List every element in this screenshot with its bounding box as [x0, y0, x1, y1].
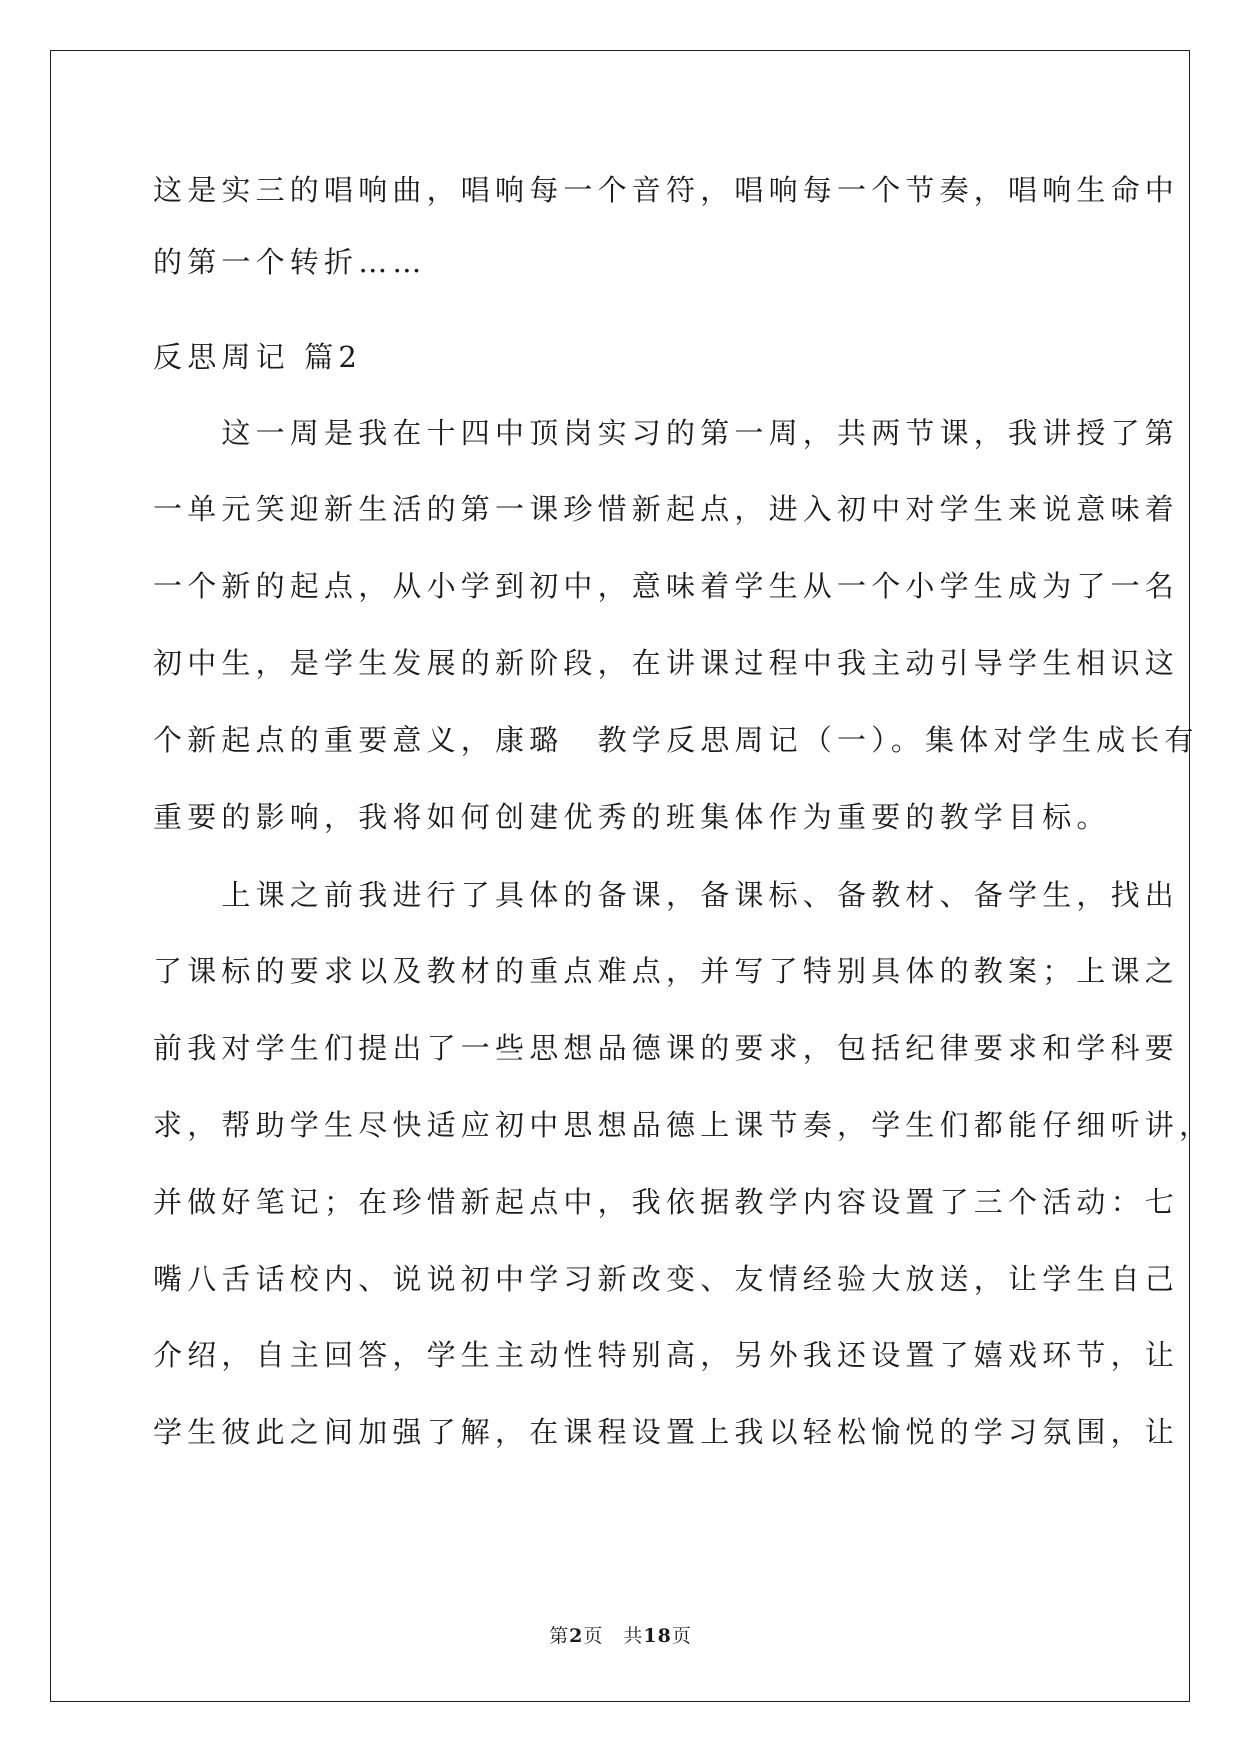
- page-footer: [0, 1623, 1241, 1649]
- text-line: 介绍，自主回答，学生主动性特别高，另外我还设置了嬉戏环节，让: [153, 1338, 1180, 1372]
- text-line: 的第一个转折……: [153, 245, 427, 279]
- text-line: 了课标的要求以及教材的重点难点，并写了特别具体的教案；上课之: [153, 954, 1180, 988]
- text-line: 这是实三的唱响曲，唱响每一个音符，唱响每一个节奏，唱响生命中: [153, 173, 1180, 207]
- page-prefix: 第: [549, 1625, 570, 1647]
- page-mid: 页 共: [583, 1625, 644, 1647]
- text-line: 求，帮助学生尽快适应初中思想品德上课节奏，学生们都能仔细听讲，: [153, 1108, 1214, 1142]
- text-line: 一单元笑迎新生活的第一课珍惜新起点，进入初中对学生来说意味着: [153, 492, 1180, 526]
- text-line: 一个新的起点，从小学到初中，意味着学生从一个小学生成为了一名: [153, 569, 1180, 603]
- text-line: 上课之前我进行了具体的备课，备课标、备教材、备学生，找出: [153, 878, 1180, 912]
- text-line: 嘴八舌话校内、说说初中学习新改变、友情经验大放送，让学生自己: [153, 1262, 1180, 1296]
- text-line: 并做好笔记；在珍惜新起点中，我依据教学内容设置了三个活动：七: [153, 1185, 1180, 1219]
- section-heading: 反思周记 篇2: [153, 340, 363, 374]
- text-line: 重要的影响，我将如何创建优秀的班集体作为重要的教学目标。: [153, 800, 1111, 834]
- total-page-count: 18: [643, 1625, 672, 1647]
- current-page-number: 2: [569, 1625, 584, 1647]
- text-line: 个新起点的重要意义，康璐 教学反思周记（一）。集体对学生成长有: [153, 723, 1199, 757]
- text-line: 学生彼此之间加强了解，在课程设置上我以轻松愉悦的学习氛围，让: [153, 1415, 1180, 1449]
- page-suffix: 页: [671, 1625, 692, 1647]
- text-line: 初中生，是学生发展的新阶段，在讲课过程中我主动引导学生相识这: [153, 646, 1180, 680]
- text-line: 前我对学生们提出了一些思想品德课的要求，包括纪律要求和学科要: [153, 1031, 1180, 1065]
- text-line: 这一周是我在十四中顶岗实习的第一周，共两节课，我讲授了第: [153, 416, 1180, 450]
